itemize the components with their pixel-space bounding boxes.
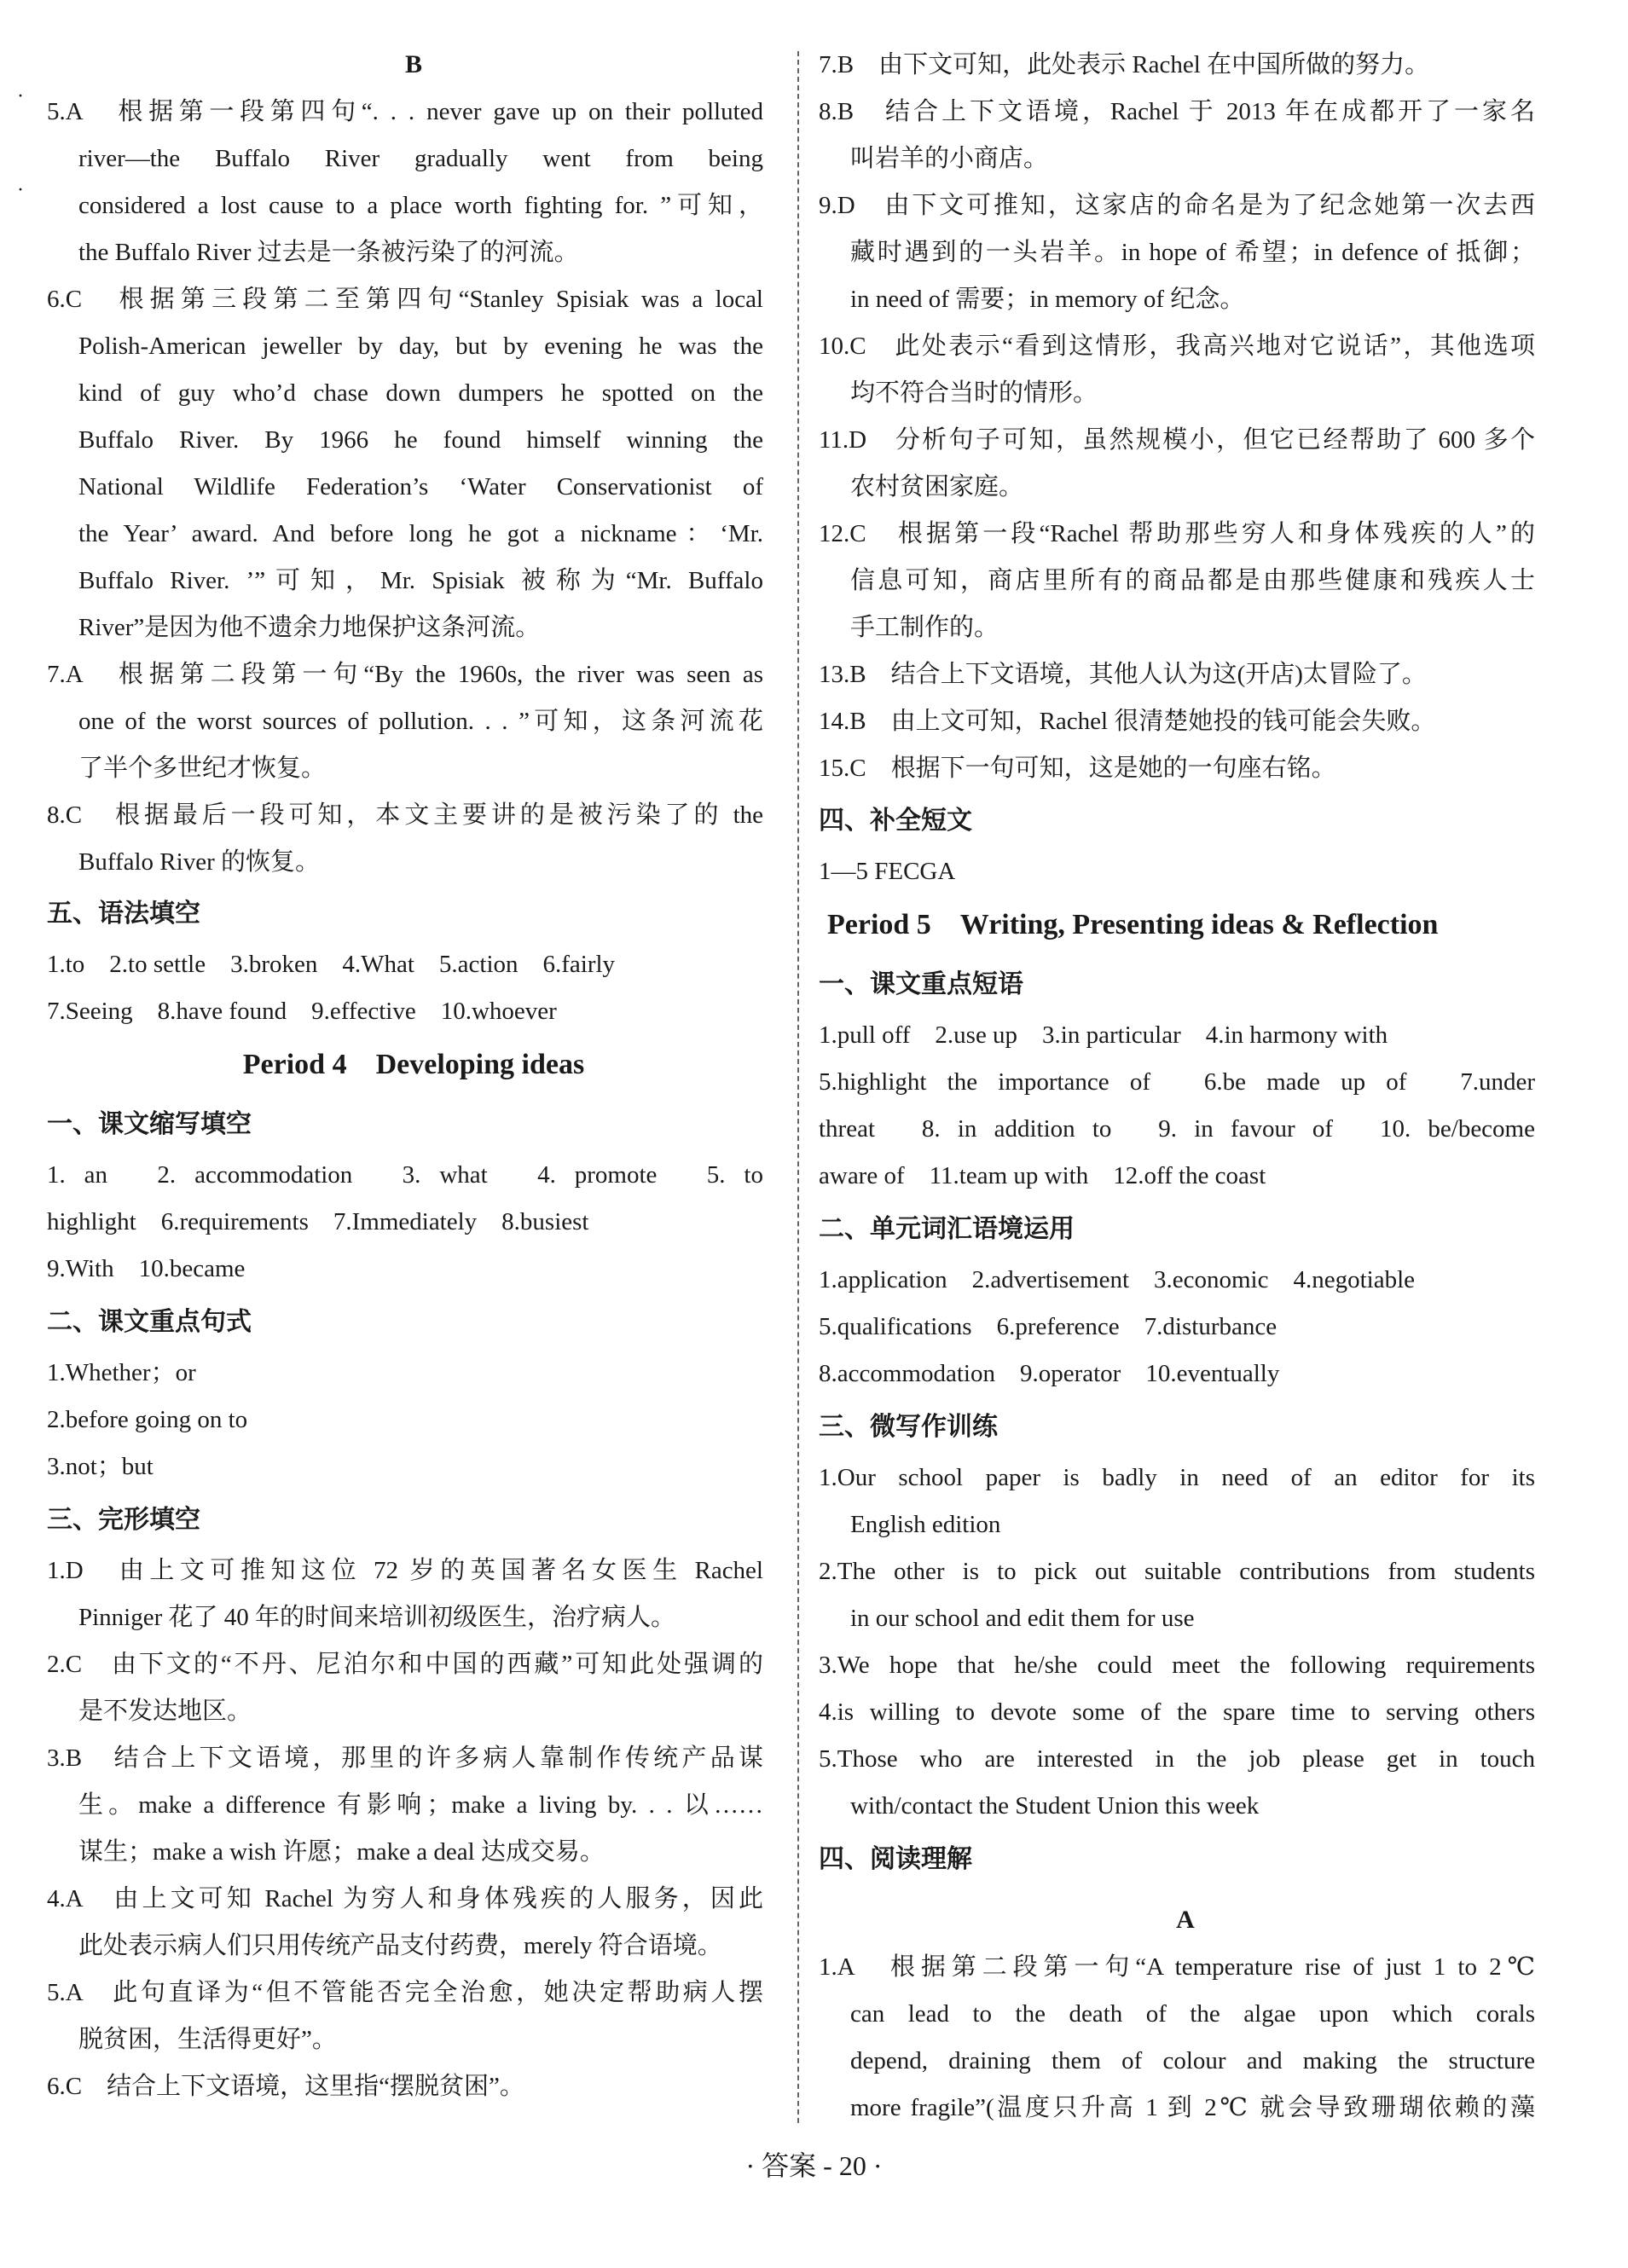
- text-line: highlight 6.requirements 7.Immediately 8.busiest: [47, 1208, 589, 1235]
- text-line: 3.not；but: [47, 1453, 154, 1480]
- text-line: 叫岩羊的小商店。: [850, 145, 1049, 172]
- text-line: 5.qualifications 6.preference 7.disturbance: [819, 1313, 1277, 1340]
- text-line: 8.accommodation 9.operator 10.eventually: [819, 1360, 1280, 1387]
- text-line: 7.B 由下文可知，此处表示 Rachel 在中国所做的努力。: [819, 51, 1430, 78]
- text-line: the Buffalo River 过去是一条被污染了的河流。: [78, 239, 579, 266]
- text-line: 1.application 2.advertisement 3.economic 4.negotiable: [819, 1266, 1416, 1293]
- text-line: 谋生；make a wish 许愿；make a deal 达成交易。: [78, 1838, 605, 1866]
- section-heading: 二、课文重点句式: [47, 1308, 252, 1336]
- text-line: 13.B 结合上下文语境，其他人认为这(开店)太冒险了。: [819, 661, 1427, 688]
- section-heading: 一、课文缩写填空: [47, 1110, 252, 1138]
- text-line: 1.Whether；or: [47, 1359, 196, 1386]
- text-line: 8.B 结合上下文语境，Rachel 于 2013 年在成都开了一家名: [819, 98, 1535, 125]
- section-heading: 三、完形填空: [47, 1506, 200, 1534]
- text-line: 脱贫困，生活得更好”。: [78, 2026, 337, 2053]
- text-line: 1. an 2. accommodation 3. what 4. promote 5. to: [47, 1161, 763, 1189]
- text-line: 9.D 由下文可推知，这家店的命名是为了纪念她第一次去西: [819, 192, 1535, 219]
- text-line: 9.With 10.became: [47, 1255, 246, 1282]
- text-line: 1.Our school paper is badly in need of an editor for its: [819, 1464, 1535, 1491]
- text-line: 4.A 由上文可知 Rachel 为穷人和身体残疾的人服务，因此: [47, 1885, 763, 1912]
- margin-mark: ·: [17, 85, 24, 107]
- text-line: depend, draining them of colour and making the structure: [850, 2047, 1535, 2074]
- section-heading: 四、阅读理解: [819, 1845, 972, 1873]
- text-line: 1.to 2.to settle 3.broken 4.What 5.action 6.fairly: [47, 951, 616, 978]
- text-line: kind of guy who’d chase down dumpers he spotted on the: [78, 379, 763, 407]
- text-line: in our school and edit them for use: [850, 1605, 1195, 1632]
- text-line: Buffalo River. By 1966 he found himself winning the: [78, 426, 763, 454]
- text-line: 农村贫困家庭。: [850, 473, 1024, 500]
- text-line: 12.C 根据第一段“Rachel 帮助那些穷人和身体残疾的人”的: [819, 520, 1535, 547]
- text-line: in need of 需要；in memory of 纪念。: [850, 286, 1245, 313]
- text-line: can lead to the death of the algae upon which corals: [850, 2000, 1535, 2028]
- text-line: River”是因为他不遗余力地保护这条河流。: [78, 614, 541, 641]
- text-line: 生。make a difference 有影响；make a living by. . . 以……: [78, 1791, 763, 1819]
- text-line: Buffalo River. ’”可知，Mr. Spisiak 被称为“Mr. Buffalo: [78, 567, 763, 594]
- text-line: 5.A 根据第一段第四句“. . . never gave up on their polluted: [47, 98, 763, 125]
- text-line: river—the Buffalo River gradually went from being: [78, 145, 763, 172]
- page-number: · 答案 - 20 ·: [745, 2150, 883, 2181]
- text-line: National Wildlife Federation’s ‘Water Conservationist of: [78, 473, 763, 500]
- text-line: 信息可知，商店里所有的商品都是由那些健康和残疾人士: [850, 567, 1535, 594]
- section-heading: Period 5 Writing, Presenting ideas & Reflection: [827, 909, 1439, 940]
- text-line: 2.The other is to pick out suitable contributions from students: [819, 1558, 1535, 1585]
- text-line: 了半个多世纪才恢复。: [78, 755, 327, 782]
- text-line: 1.D 由上文可推知这位 72 岁的英国著名女医生 Rachel: [47, 1557, 763, 1584]
- text-line: 10.C 此处表示“看到这情形，我高兴地对它说话”，其他选项: [819, 333, 1535, 360]
- section-heading: 三、微写作训练: [819, 1413, 998, 1441]
- text-line: Pinniger 花了 40 年的时间来培训初级医生，治疗病人。: [78, 1604, 676, 1631]
- section-heading: 四、补全短文: [819, 807, 972, 835]
- text-line: Polish-American jeweller by day, but by evening he was the: [78, 333, 763, 360]
- text-line: 5.A 此句直译为“但不管能否完全治愈，她决定帮助病人摆: [47, 1979, 763, 2006]
- text-line: Buffalo River 的恢复。: [78, 848, 320, 876]
- text-line: 均不符合当时的情形。: [850, 379, 1098, 407]
- text-line: one of the worst sources of pollution. . . ”可知，这条河流花: [78, 708, 763, 735]
- text-line: 6.C 结合上下文语境，这里指“摆脱贫困”。: [47, 2073, 524, 2100]
- text-line: 5.highlight the importance of 6.be made up of 7.under: [819, 1068, 1535, 1096]
- text-line: threat 8. in addition to 9. in favour of 10. be/become: [819, 1115, 1535, 1143]
- section-heading: Period 4 Developing ideas: [242, 1049, 585, 1080]
- text-line: 是不发达地区。: [78, 1698, 252, 1725]
- text-line: 11.D 分析句子可知，虽然规模小，但它已经帮助了 600 多个: [819, 426, 1535, 454]
- text-line: aware of 11.team up with 12.off the coast: [819, 1162, 1266, 1189]
- section-heading: 五、语法填空: [47, 900, 200, 928]
- text-line: 此处表示病人们只用传统产品支付药费，merely 符合语境。: [78, 1932, 722, 1959]
- text-line: the Year’ award. And before long he got a nickname：‘Mr.: [78, 520, 763, 547]
- column-divider: [797, 51, 799, 2123]
- text-line: 1—5 FECGA: [819, 858, 956, 885]
- text-line: 1.pull off 2.use up 3.in particular 4.in harmony with: [819, 1021, 1388, 1049]
- text-line: 15.C 根据下一句可知，这是她的一句座右铭。: [819, 755, 1336, 782]
- text-line: 1.A 根据第二段第一句“A temperature rise of just 1 to 2℃: [819, 1953, 1535, 1981]
- margin-mark: ·: [17, 179, 24, 201]
- text-line: 6.C 根据第三段第二至第四句“Stanley Spisiak was a local: [47, 286, 763, 313]
- section-heading: B: [404, 50, 422, 78]
- text-line: with/contact the Student Union this week: [850, 1792, 1260, 1820]
- text-line: 3.We hope that he/she could meet the following requirements: [819, 1652, 1535, 1679]
- text-line: 藏时遇到的一头岩羊。in hope of 希望；in defence of 抵御；: [850, 239, 1535, 266]
- text-line: English edition: [850, 1511, 1001, 1538]
- text-line: 2.C 由下文的“不丹、尼泊尔和中国的西藏”可知此处强调的: [47, 1651, 763, 1678]
- text-line: 7.Seeing 8.have found 9.effective 10.whoever: [47, 998, 557, 1025]
- text-line: 5.Those who are interested in the job please get in touch: [819, 1745, 1535, 1773]
- text-line: 手工制作的。: [850, 614, 999, 641]
- text-line: 2.before going on to: [47, 1406, 248, 1433]
- text-line: 14.B 由上文可知，Rachel 很清楚她投的钱可能会失败。: [819, 708, 1436, 735]
- section-heading: 一、课文重点短语: [819, 970, 1023, 998]
- text-line: more fragile”(温度只升高 1 到 2℃ 就会导致珊瑚依赖的藻: [850, 2094, 1535, 2121]
- text-line: considered a lost cause to a place worth fighting for. ”可知，: [78, 192, 763, 219]
- section-heading: 二、单元词汇语境运用: [819, 1215, 1075, 1243]
- section-heading: A: [1176, 1906, 1195, 1934]
- text-line: 3.B 结合上下文语境，那里的许多病人靠制作传统产品谋: [47, 1744, 763, 1772]
- text-line: 7.A 根据第二段第一句“By the 1960s, the river was seen as: [47, 661, 763, 688]
- text-line: 8.C 根据最后一段可知，本文主要讲的是被污染了的 the: [47, 801, 763, 829]
- text-line: 4.is willing to devote some of the spare time to serving others: [819, 1698, 1535, 1726]
